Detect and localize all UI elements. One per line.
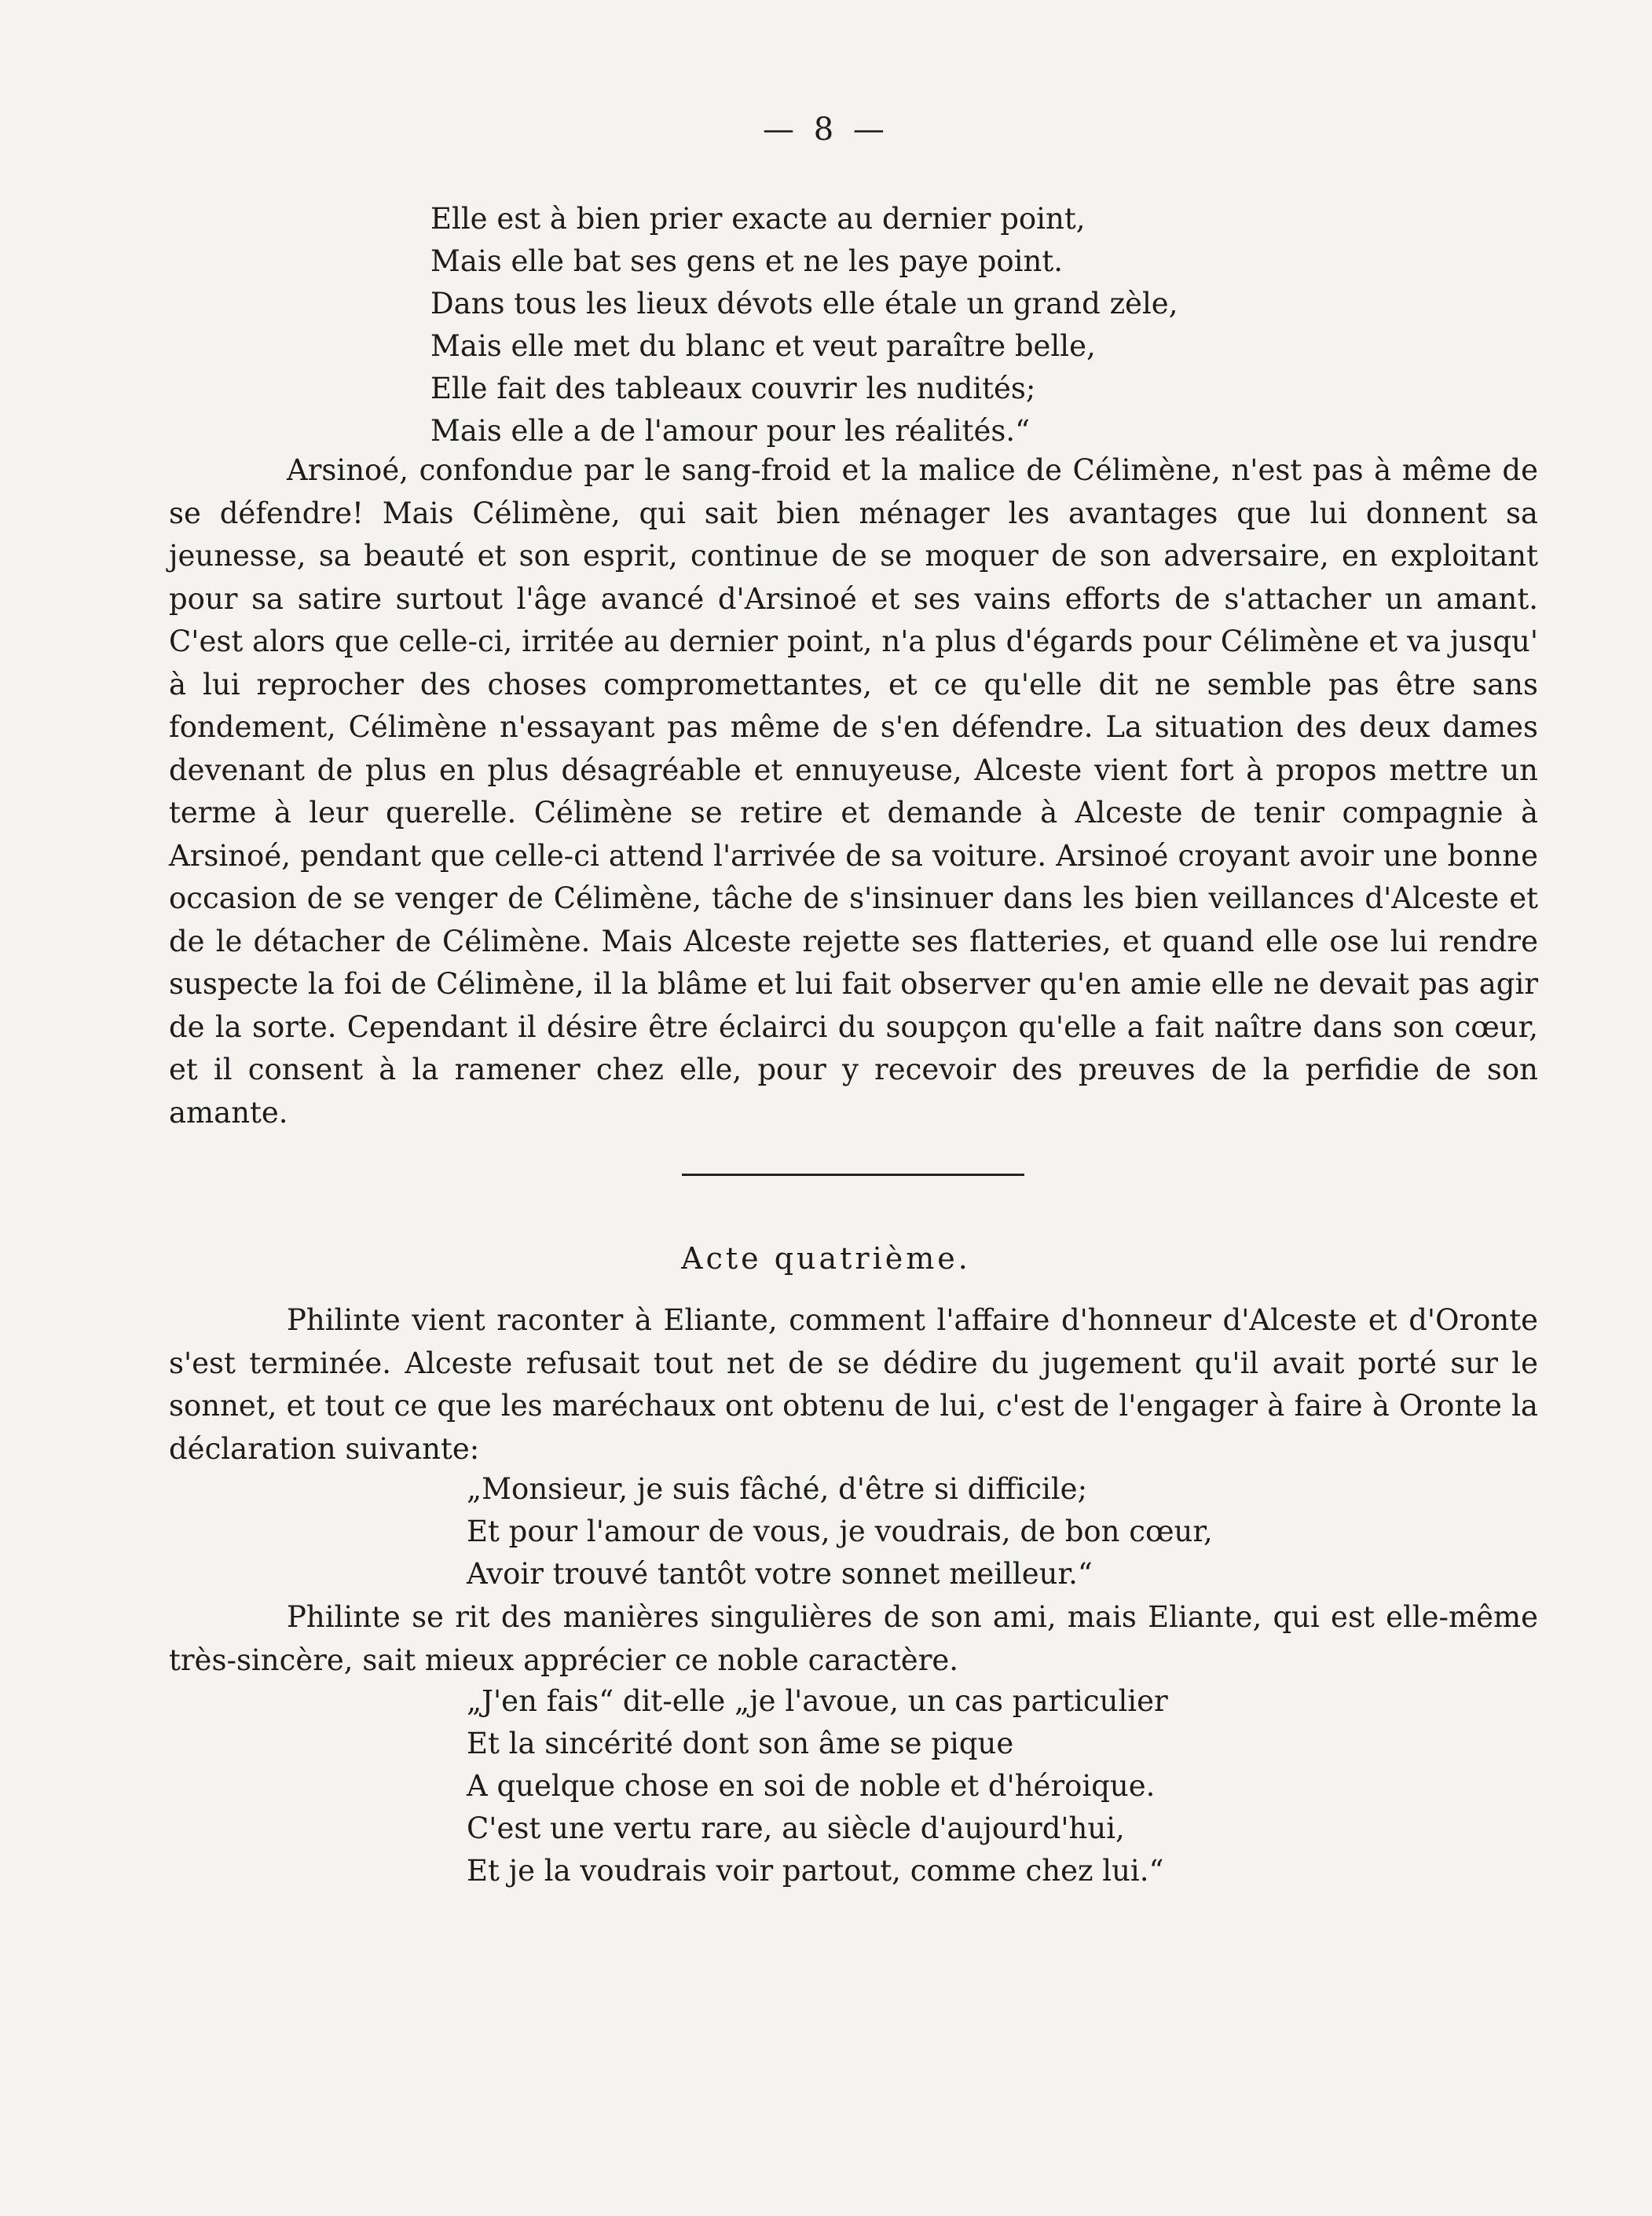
verse-line: C'est une vertu rare, au siècle d'aujourd'hui, — [467, 1811, 1125, 1845]
page-number: — 8 — — [763, 112, 889, 148]
paragraph-philinte — [169, 1596, 1538, 1682]
verse-line: Et la sincérité dont son âme se pique — [467, 1727, 1014, 1760]
paragraph-act4-intro — [169, 1299, 1538, 1471]
verse-block-3 — [467, 1680, 1168, 1892]
verse-line: Mais elle met du blanc et veut paraître belle, — [430, 329, 1096, 363]
verse-line: Elle fait des tableaux couvrir les nudités; — [430, 372, 1036, 405]
paragraph-text: Philinte se rit des manières singulières de son ami, mais Eliante, qui est elle-même très-sincère, sait mieux apprécier ce noble caractère. — [169, 1600, 1538, 1677]
verse-line: Mais elle a de l'amour pour les réalités.“ — [430, 414, 1031, 448]
verse-line: Et pour l'amour de vous, je voudrais, de bon cœur, — [467, 1515, 1213, 1548]
paragraph-act3-summary — [169, 449, 1538, 1134]
verse-line: A quelque chose en soi de noble et d'héroique. — [467, 1769, 1156, 1803]
verse-line: Elle est à bien prier exacte au dernier point, — [430, 202, 1086, 236]
verse-line: Dans tous les lieux dévots elle étale un grand zèle, — [430, 287, 1178, 320]
verse-block-2 — [467, 1468, 1213, 1595]
section-divider — [682, 1174, 1024, 1176]
verse-line: „Monsieur, je suis fâché, d'être si difficile; — [467, 1472, 1088, 1506]
section-heading: Acte quatrième. — [681, 1241, 971, 1276]
verse-block-1 — [430, 198, 1178, 452]
verse-line: Avoir trouvé tantôt votre sonnet meilleur.“ — [467, 1557, 1093, 1591]
verse-line: „J'en fais“ dit-elle „je l'avoue, un cas particulier — [467, 1684, 1168, 1718]
verse-line: Et je la voudrais voir partout, comme chez lui.“ — [467, 1854, 1164, 1888]
paragraph-text: Arsinoé, confondue par le sang-froid et la malice de Célimène, n'est pas à même de se défendre! Mais Célimène, qui sait bien ménager les avantages que lui donnent sa jeunesse, sa beauté et son esprit, continue de se moquer de son adversaire, en exploitant pour sa satire surtout l'âge avancé d'Arsinoé et ses vains efforts de s'attacher un amant. C'est alors que celle-ci, irritée au dernier point, n'a plus d'égards pour Célimène et va jusqu' à lui reprocher des choses compromettantes, et ce qu'elle dit ne semble pas être sans fondement, Célimène n'essayant pas même de s'en défendre. La situation des deux dames devenant de plus en plus désagréable et ennuyeuse, Alceste vient fort à propos mettre un terme à leur querelle. Célimène se retire et demande à Alceste de tenir compagnie à Arsinoé, pendant que celle-ci attend l'arrivée de sa voiture. Arsinoé croyant avoir une bonne occasion de se venger de Célimène, tâche de s'insinuer dans les bien veillances d'Alceste et de le détacher de Célimène. Mais Alceste rejette ses flatteries, et quand elle ose lui rendre suspecte la foi de Célimène, il la blâme et lui fait observer qu'en amie elle ne devait pas agir de la sorte. Cependant il désire être éclairci du soupçon qu'elle a fait naître dans son cœur, et il consent à la ramener chez elle, pour y recevoir des preuves de la perfidie de son amante. — [169, 453, 1538, 1130]
verse-line: Mais elle bat ses gens et ne les paye point. — [430, 244, 1063, 278]
paragraph-text: Philinte vient raconter à Eliante, comment l'affaire d'honneur d'Alceste et d'Oronte s'est terminée. Alceste refusait tout net de se dédire du jugement qu'il avait porté sur le sonnet, et tout ce que les maréchaux ont obtenu de lui, c'est de l'engager à faire à Oronte la déclaration suivante: — [169, 1303, 1538, 1466]
